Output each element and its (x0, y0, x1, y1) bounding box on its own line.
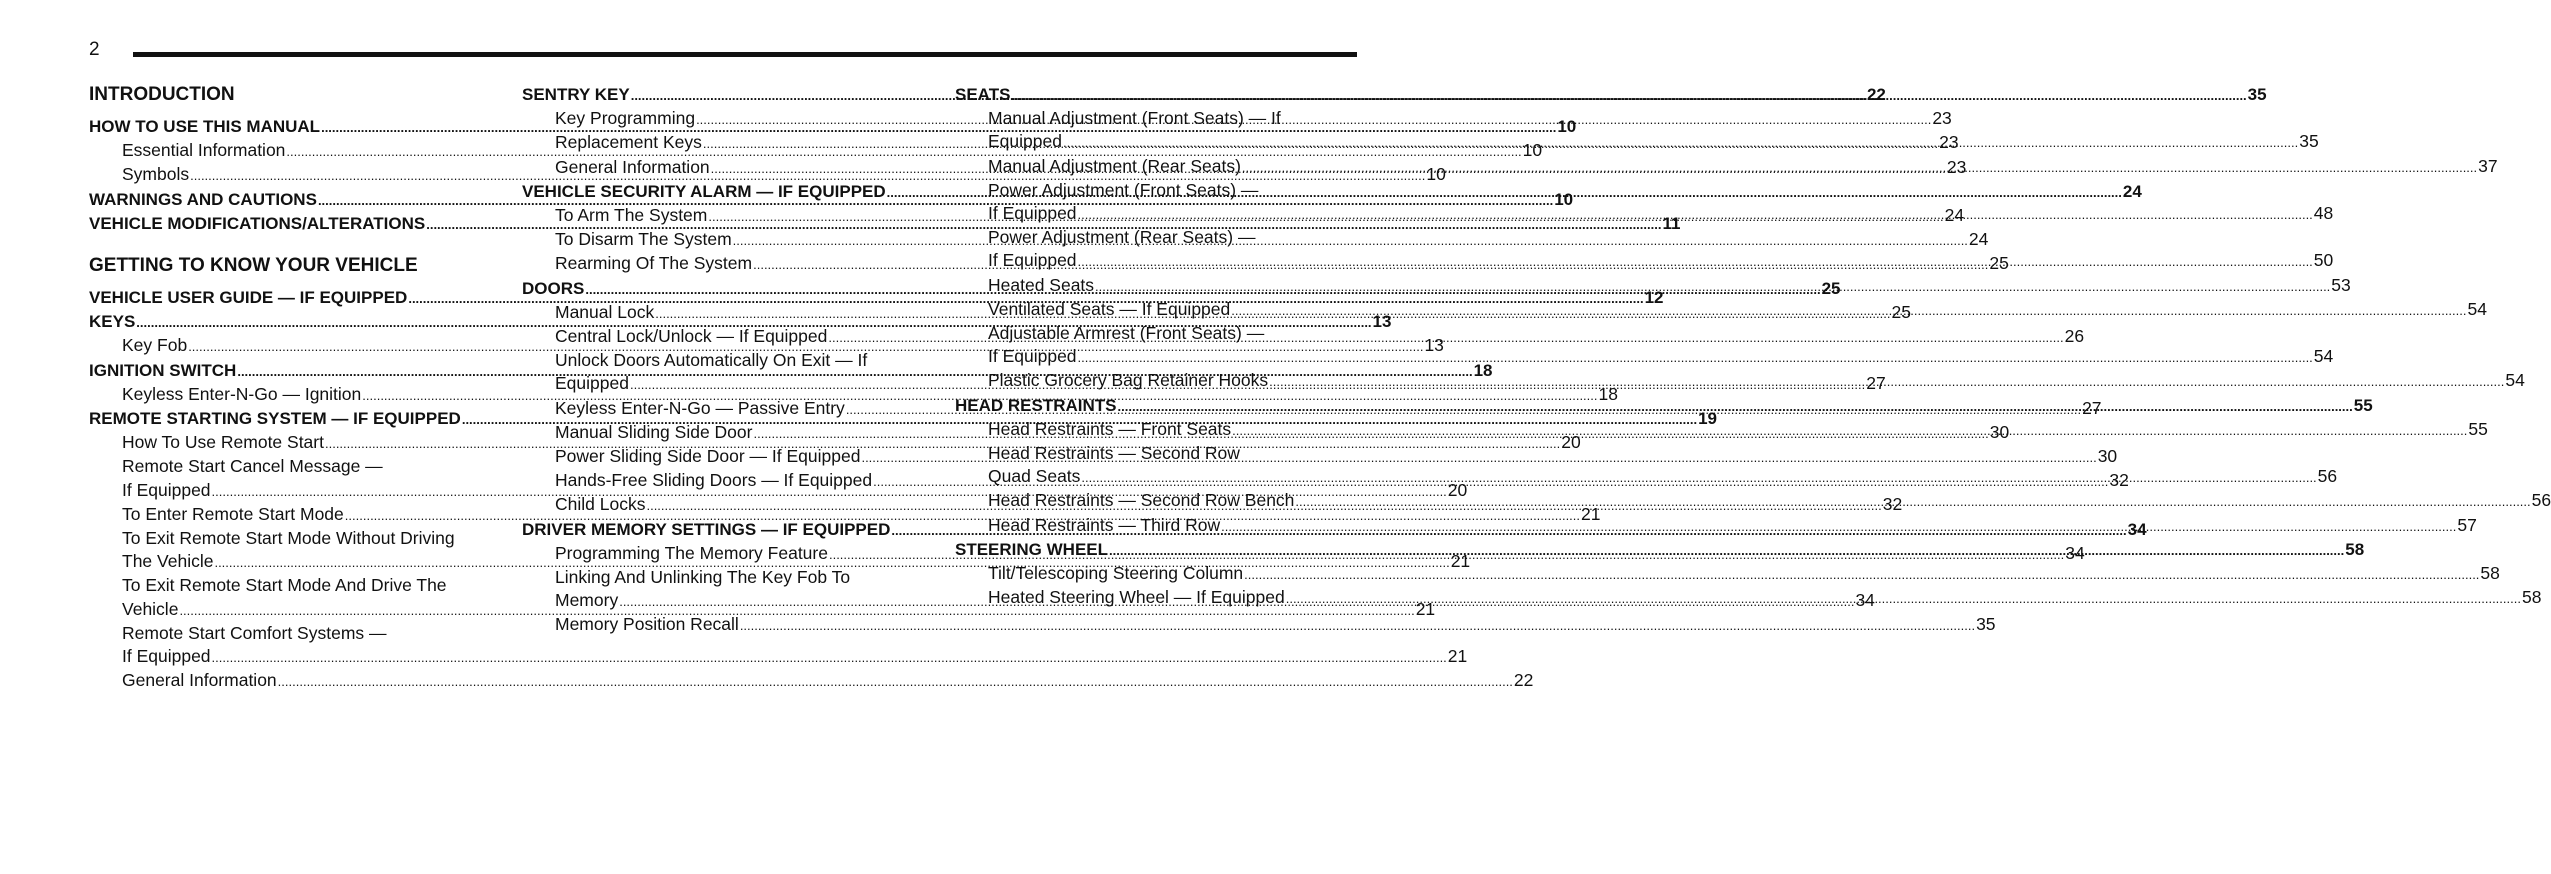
entry-page: 25 (1989, 253, 2009, 274)
toc-entry-line: To Exit Remote Start Mode Without Driving (122, 528, 455, 549)
entry-title: VEHICLE SECURITY ALARM — IF EQUIPPED (522, 181, 886, 201)
header-rule (133, 52, 1357, 57)
entry-title: Tilt/Telescoping Steering Column (988, 563, 1244, 584)
entry-title: Rearming Of The System (555, 253, 753, 274)
entry-title: To Disarm The System (555, 229, 732, 250)
entry-page: 37 (2478, 155, 2498, 176)
entry-title: HEAD RESTRAINTS (955, 395, 1117, 415)
entry-page: 10 (1554, 189, 1574, 209)
entry-title: DRIVER MEMORY SETTINGS — IF EQUIPPED (522, 519, 891, 539)
dot-leader (1078, 346, 2313, 369)
entry-page: 18 (1473, 360, 1493, 380)
entry-page: 21 (1447, 646, 1468, 667)
entry-title: IGNITION SWITCH (89, 360, 237, 380)
entry-page: 10 (1522, 140, 1543, 161)
entry-page: 21 (1581, 503, 1601, 524)
entry-title: Equipped (555, 373, 629, 394)
section-heading-introduction: INTRODUCTION (89, 84, 235, 105)
entry-title: General Information (555, 156, 710, 177)
toc-entry-general-information[interactable] (89, 669, 1534, 693)
dot-leader (733, 229, 1968, 252)
dot-leader (1242, 156, 2477, 179)
entry-page: 56 (2531, 490, 2551, 511)
entry-title: Ventilated Seats — If Equipped (988, 298, 1231, 319)
toc-entry-line: To Exit Remote Start Mode And Drive The (122, 575, 447, 596)
entry-page: 13 (1424, 335, 1444, 356)
entry-title: Vehicle (122, 598, 179, 619)
toc-entry-line: Adjustable Armrest (Front Seats) — (988, 323, 1265, 344)
entry-page: 23 (1932, 108, 1952, 129)
entry-title: WARNINGS AND CAUTIONS (89, 189, 317, 209)
entry-page: 57 (2457, 514, 2477, 535)
entry-title: Heated Steering Wheel — If Equipped (988, 587, 1285, 608)
entry-page: 35 (2247, 85, 2267, 104)
entry-title: Child Locks (555, 494, 646, 515)
entry-title: REMOTE STARTING SYSTEM — IF EQUIPPED (89, 409, 461, 429)
toc-entry-line: Power Adjustment (Rear Seats) — (988, 227, 1256, 248)
entry-page: 21 (1450, 551, 1471, 572)
dot-leader (1244, 563, 2479, 586)
entry-title: HOW TO USE THIS MANUAL (89, 117, 321, 136)
entry-page: 27 (1866, 373, 1886, 394)
entry-title: Heated Seats (988, 274, 1095, 295)
entry-title: DOORS (522, 278, 585, 298)
entry-title: How To Use Remote Start (122, 432, 324, 453)
entry-page: 34 (2065, 542, 2085, 563)
entry-page: 21 (1415, 598, 1436, 619)
entry-page: 10 (1426, 164, 1446, 185)
entry-title: If Equipped (988, 346, 1077, 367)
entry-page: 22 (1866, 85, 1886, 104)
entry-title: Manual Adjustment (Rear Seats) (988, 155, 1241, 176)
entry-page: 55 (2353, 395, 2373, 415)
entry-page: 50 (2313, 250, 2334, 271)
entry-title: VEHICLE MODIFICATIONS/ALTERATIONS (89, 213, 426, 233)
entry-title: Power Sliding Side Door — If Equipped (555, 446, 861, 467)
toc-entry-line: Manual Adjustment (Front Seats) — If (988, 108, 1281, 129)
dot-leader (1095, 275, 2330, 298)
entry-title: Replacement Keys (555, 132, 702, 153)
entry-title: Symbols (122, 164, 190, 185)
dot-leader (1081, 466, 2316, 489)
toc-entry-line: Remote Start Cancel Message — (122, 456, 383, 477)
entry-page: 23 (1946, 156, 1967, 177)
entry-page: 48 (2313, 203, 2334, 224)
entry-title: Central Lock/Unlock — If Equipped (555, 326, 828, 347)
entry-page: 54 (2505, 370, 2525, 391)
entry-title: Hands-Free Sliding Doors — If Equipped (555, 470, 873, 491)
entry-page: 11 (1662, 213, 1681, 233)
dot-leader (278, 670, 1513, 693)
toc-entry-line: Linking And Unlinking The Key Fob To (555, 567, 851, 588)
entry-page: 30 (1989, 421, 2010, 442)
entry-page: 30 (2097, 446, 2118, 467)
entry-title: Keyless Enter-N-Go — Passive Entry (555, 397, 845, 418)
entry-page: 54 (2467, 298, 2487, 319)
entry-title: STEERING WHEEL (955, 539, 1109, 559)
entry-page: 56 (2317, 466, 2338, 487)
entry-title: General Information (122, 670, 277, 691)
entry-title: Memory Position Recall (555, 614, 739, 635)
entry-title: To Arm The System (555, 205, 708, 226)
toc-entry-line: Power Adjustment (Front Seats) — (988, 179, 1259, 200)
toc-entry-tilt-telescoping[interactable] (955, 562, 2500, 586)
entry-page: 25 (1821, 278, 1841, 298)
entry-page: 58 (2521, 587, 2542, 608)
entry-title: Key Programming (555, 108, 696, 129)
entry-title: The Vehicle (122, 551, 214, 572)
entry-page: 24 (1968, 229, 1989, 250)
entry-page: 34 (2127, 519, 2147, 539)
toc-entry-memory-recall[interactable] (522, 613, 1996, 637)
toc-entry-line: Head Restraints — Second Row (988, 443, 1240, 464)
dot-leader (1232, 419, 2467, 442)
entry-title: Equipped (988, 131, 1062, 152)
entry-page: 10 (1557, 117, 1577, 136)
dot-leader (1078, 203, 2313, 226)
entry-title: VEHICLE USER GUIDE — IF EQUIPPED (89, 288, 408, 308)
entry-title: Manual Lock (555, 301, 655, 322)
section-heading-getting-to-know: GETTING TO KNOW YOUR VEHICLE (89, 255, 418, 277)
entry-page: 34 (1855, 590, 1875, 611)
dot-leader (1295, 490, 2530, 513)
entry-page: 26 (2064, 326, 2085, 347)
entry-page: 58 (2480, 563, 2500, 584)
entry-page: 27 (2082, 397, 2102, 418)
entry-page: 32 (2109, 470, 2129, 491)
entry-page: 25 (1891, 301, 1911, 322)
entry-page: 24 (1944, 205, 1965, 226)
entry-title: Head Restraints — Front Seats (988, 418, 1232, 439)
entry-page: 55 (2468, 418, 2488, 439)
entry-page: 35 (2299, 131, 2319, 152)
dot-leader (1221, 515, 2456, 538)
entry-title: If Equipped (122, 646, 211, 667)
entry-page: 32 (1882, 494, 1903, 515)
entry-title: If Equipped (988, 250, 1077, 271)
entry-title: Keyless Enter-N-Go — Ignition (122, 383, 362, 404)
entry-title: SENTRY KEY (522, 85, 630, 104)
entry-page: 23 (1939, 132, 1959, 153)
dot-leader (1063, 131, 2298, 154)
toc-entry-line: Remote Start Comfort Systems — (122, 622, 387, 643)
entry-page: 18 (1598, 383, 1618, 404)
toc-entry-comfort-systems[interactable] (89, 645, 1468, 669)
entry-title: Plastic Grocery Bag Retainer Hooks (988, 370, 1269, 391)
entry-title: Manual Sliding Side Door (555, 421, 753, 442)
dot-leader (1286, 587, 2521, 610)
entry-title: Essential Information (122, 140, 286, 161)
entry-page: 13 (1372, 312, 1392, 332)
entry-page: 24 (2122, 181, 2142, 201)
dot-leader (1011, 84, 2246, 107)
entry-title: To Enter Remote Start Mode (122, 503, 344, 524)
entry-page: 12 (1644, 288, 1664, 308)
dot-leader (740, 614, 1975, 637)
entry-title: KEYS (89, 312, 136, 332)
entry-page: 54 (2313, 346, 2334, 367)
entry-title: If Equipped (988, 203, 1077, 224)
entry-page: 58 (2345, 539, 2365, 559)
dot-leader (1269, 370, 2504, 393)
entry-title: Programming The Memory Feature (555, 542, 828, 563)
entry-page: 20 (1561, 432, 1581, 453)
entry-page: 53 (2331, 274, 2351, 295)
entry-title: Quad Seats (988, 466, 1081, 487)
entry-title: Key Fob (122, 335, 188, 356)
entry-page: 22 (1513, 670, 1534, 691)
dot-leader (212, 646, 1447, 669)
dot-leader (1231, 299, 2466, 322)
entry-title: Head Restraints — Second Row Bench (988, 490, 1295, 511)
entry-title: If Equipped (122, 479, 211, 500)
dot-leader (1109, 539, 2344, 562)
entry-title: SEATS (955, 85, 1011, 104)
dot-leader (1078, 250, 2313, 273)
entry-page: 19 (1698, 409, 1717, 429)
entry-title: Memory (555, 590, 619, 611)
entry-page: 35 (1976, 614, 1996, 635)
toc-entry-line: Unlock Doors Automatically On Exit — If (555, 350, 868, 371)
dot-leader (1118, 395, 2353, 418)
entry-title: Head Restraints — Third Row (988, 514, 1221, 535)
page-number: 2 (89, 39, 100, 60)
entry-page: 20 (1447, 479, 1468, 500)
